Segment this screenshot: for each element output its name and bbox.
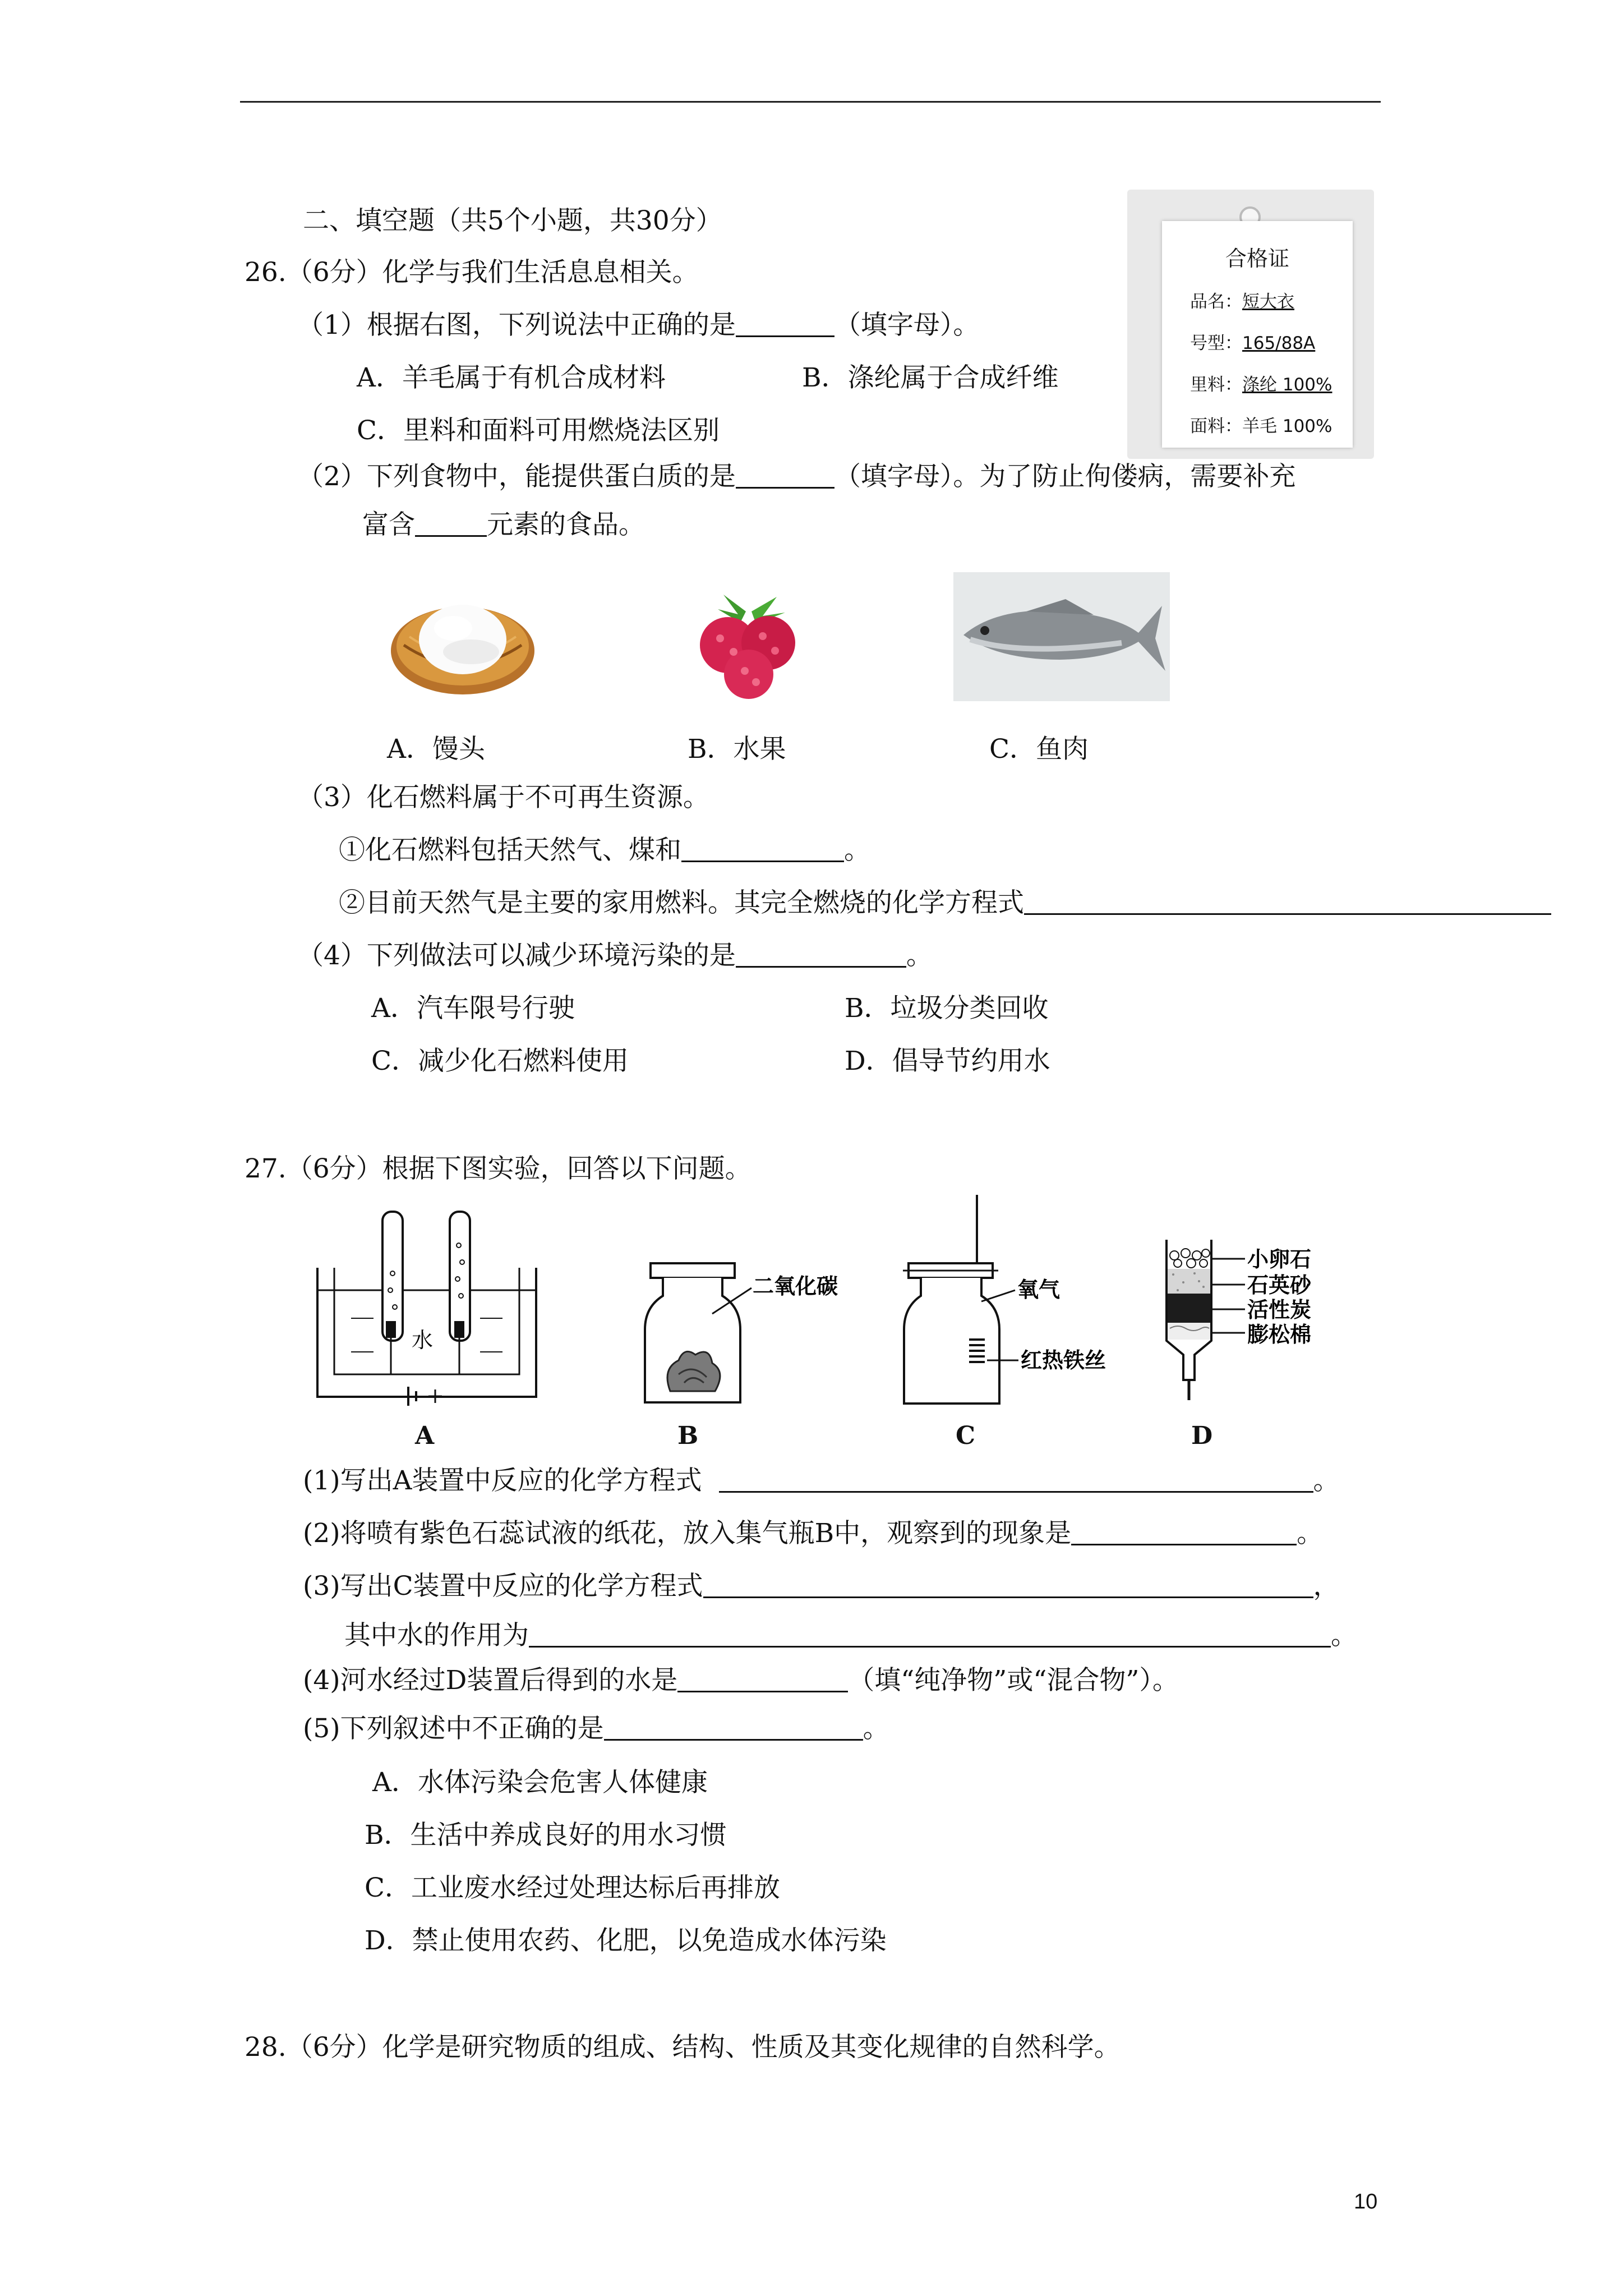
steamed-bun-image [387,583,538,701]
q27-part2: (2)将喷有紫色石蕊试液的纸花，放入集气瓶B中，观察到的现象是 。 [303,1518,1324,1549]
q27-option-d: D．禁止使用农药、化肥，以免造成水体污染 [365,1925,887,1956]
food-label-a: A．馒头 [387,734,485,765]
q26-option-a: A．羊毛属于有机合成材料 [357,362,666,393]
water-label: 水 [412,1328,434,1352]
certificate-row: 号型：165/88A [1190,333,1316,353]
answer-blank[interactable] [677,1665,848,1692]
certificate-title: 合格证 [1225,246,1289,271]
page-number: 10 [1354,2190,1378,2214]
q26-stem: 26.（6分）化学与我们生活息息相关。 [245,257,699,288]
answer-blank[interactable] [681,835,844,862]
apparatus-d-water-filter [1161,1234,1374,1402]
co2-label: 二氧化碳 [753,1274,838,1299]
q27-part4: (4)河水经过D装置后得到的水是 （填“纯净物”或“混合物”）。 [303,1665,1179,1696]
certificate-row: 里料：涤纶 100% [1190,375,1332,395]
filter-layer-label: 膨松棉 [1247,1322,1312,1347]
certificate-tag [1127,190,1374,459]
q27-option-b: B．生活中养成良好的用水习惯 [365,1820,727,1851]
apparatus-c-oxygen-jar [903,1195,1138,1411]
q27-stem: 27.（6分）根据下图实验，回答以下问题。 [245,1153,751,1184]
q27-option-c: C．工业废水经过处理达标后再排放 [365,1872,780,1903]
answer-blank[interactable] [736,940,906,968]
q26-part3-1: ①化石燃料包括天然气、煤和 。 [339,835,870,866]
certificate-card [1162,221,1353,448]
q26-p4-option-b: B．垃圾分类回收 [845,993,1049,1024]
q26-part3: （3）化石燃料属于不可再生资源。 [297,782,709,813]
answer-blank[interactable] [736,461,834,489]
q26-part2: （2）下列食物中，能提供蛋白质的是 （填字母）。为了防止佝偻病，需要补充 [297,461,1296,492]
q26-option-b: B．涤纶属于合成纤维 [802,362,1059,393]
iron-wire-label: 红热铁丝 [1021,1348,1106,1373]
figure-label-a: A [415,1421,435,1450]
q26-p4-option-d: D．倡导节约用水 [845,1046,1050,1076]
figure-label-d: D [1191,1421,1213,1450]
apparatus-b-co2-jar [639,1262,875,1411]
answer-blank[interactable] [1024,887,1551,915]
q26-p4-option-a: A．汽车限号行驶 [371,993,575,1024]
certificate-row: 品名：短大衣 [1190,292,1294,312]
answer-blank[interactable] [719,1465,1313,1493]
answer-blank[interactable] [703,1571,1313,1598]
answer-blank[interactable] [736,310,834,337]
raspberry-fruit-image [684,589,808,701]
q27-part3-line2: 其中水的作用为 。 [344,1620,1357,1651]
q26-part2-line2: 富含 元素的食品。 [362,509,645,540]
filter-layer-label: 石英砂 [1247,1273,1312,1297]
q27-part1: (1)写出A装置中反应的化学方程式 。 [303,1465,1340,1496]
section-title: 二、填空题（共5个小题，共30分） [303,205,722,236]
q26-part4: （4）下列做法可以减少环境污染的是 。 [297,940,933,971]
apparatus-a-electrolysis [312,1206,542,1414]
header-rule [240,101,1381,103]
figure-label-c: C [956,1421,976,1450]
q27-option-a: A．水体污染会危害人体健康 [372,1767,708,1798]
answer-blank[interactable] [604,1713,863,1741]
q28-stem: 28.（6分）化学是研究物质的组成、结构、性质及其变化规律的自然科学。 [245,2032,1121,2063]
filter-layer-label: 活性炭 [1247,1297,1312,1322]
answer-blank[interactable] [415,509,487,537]
fish-image [953,572,1170,701]
filter-layer-label: 小卵石 [1247,1247,1312,1272]
q27-part3: (3)写出C装置中反应的化学方程式 ， [303,1571,1340,1602]
q27-part5: (5)下列叙述中不正确的是 。 [303,1713,889,1744]
oxygen-label: 氧气 [1017,1277,1061,1302]
certificate-row: 面料：羊毛 100% [1190,416,1332,436]
q26-option-c: C．里料和面料可用燃烧法区别 [357,415,720,446]
food-label-c: C．鱼肉 [989,734,1089,765]
answer-blank[interactable] [529,1620,1331,1648]
answer-blank[interactable] [1071,1518,1297,1545]
q26-p4-option-c: C．减少化石燃料使用 [371,1046,629,1076]
q26-part3-2: ②目前天然气是主要的家用燃料。其完全燃烧的化学方程式 [339,886,1551,920]
food-label-b: B．水果 [688,734,786,765]
q26-part1: （1）根据右图，下列说法中正确的是 （填字母）。 [297,310,980,341]
figure-label-b: B [677,1421,699,1450]
